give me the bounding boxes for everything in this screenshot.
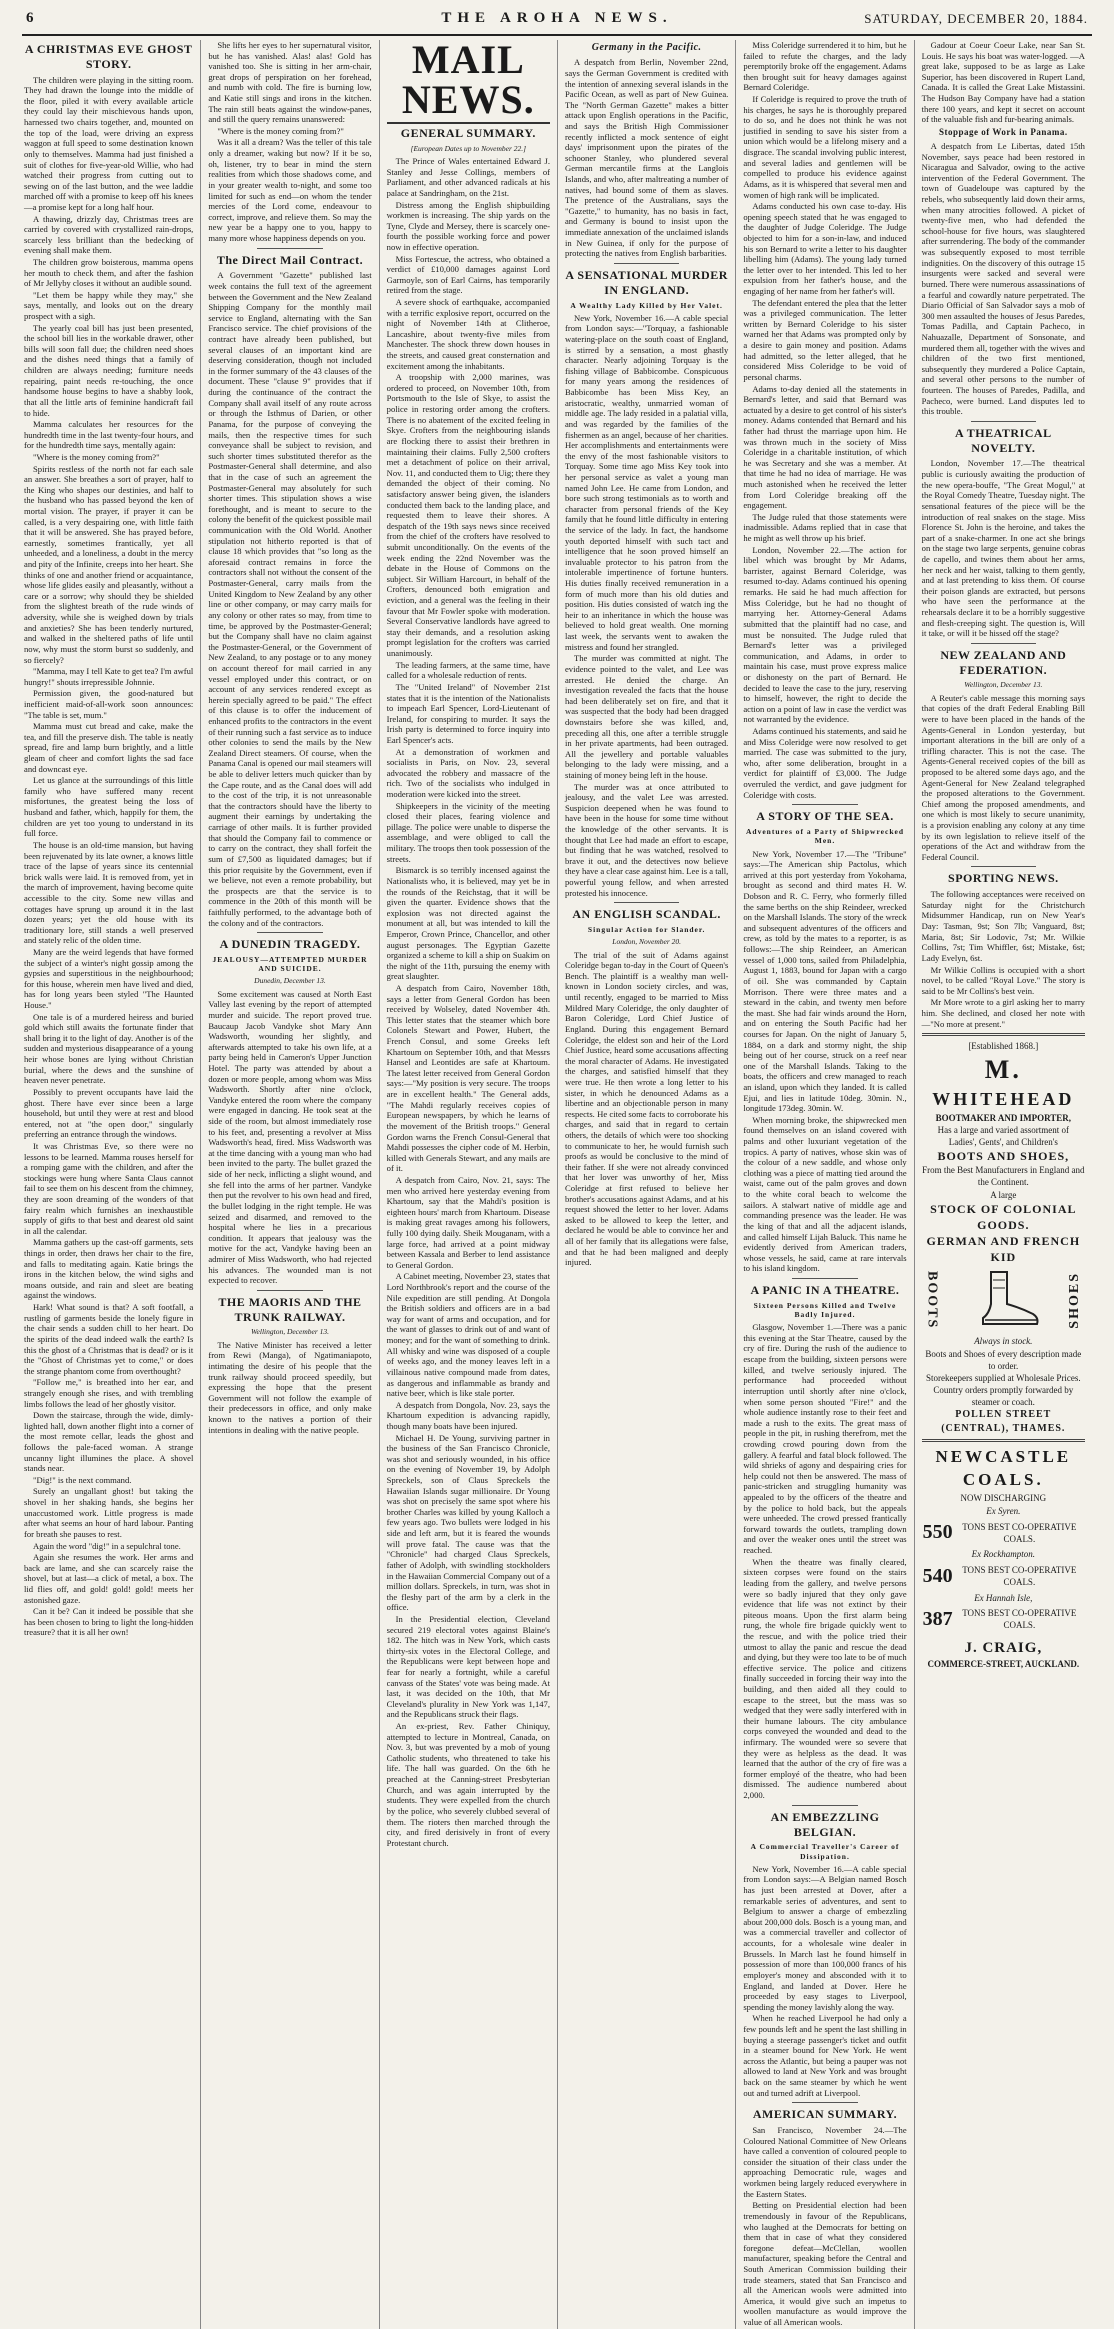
- divider: [971, 643, 1036, 644]
- paragraph: Adams continued his statements, and said he and Miss Coleridge were now resolved to get married. The case was submitted to the jury, who, after some deliberation, brought in a verdict for plaintiff of £3,000. The Judge overruled the verdict, and gave judgment for Coleridge with costs.: [743, 726, 907, 800]
- paragraph: The Native Minister has received a letter from Rewi (Manga), of Ngatimaniapoto, intimating the desire of his people that the trunk railway should proceed speedily, but expressing the hope that the present Government will not follow the example of their predecessors in office, and only make known to the natives a portion of their intentions in dealing with the native people.: [208, 1339, 372, 1435]
- paragraph: Distress among the English shipbuilding workmen is increasing. The ship yards on the Tyne, Clyde and Mersey, there is scarcely one-fourth the possible working force and power now in effective operation.: [386, 199, 550, 252]
- page-columns: [22, 37, 1092, 2327]
- coal-tons: 550: [922, 1521, 953, 1544]
- maoris-body: [208, 1340, 371, 1435]
- paragraph: A despatch from Dongola, Nov. 23, says the Khartoum expedition is advancing rapidly, though many boats have been injured.: [386, 1399, 550, 1431]
- paragraph: The house is an old-time mansion, but having been rejuvenated by its late owner, a knows little trace of the lapse of years since its centennial brick walls were laid. It is removed from, yet in the march of improvement, having become quite accessible to the city. Some new villas and cottages have sprung up around it in the last dozen years; yet the old house with its traditionary lore, still stands a well preserved and stately relic of the olden time.: [24, 839, 194, 946]
- ad-side-label: SHOES: [1067, 1272, 1083, 1329]
- panama-heading: Stoppage of Work in Panama.: [939, 126, 1068, 137]
- scandal-body: [565, 950, 728, 1268]
- mail-news-body: [387, 156, 550, 1848]
- column-5: [735, 40, 913, 2329]
- divider: [257, 932, 322, 933]
- american-summary-headline: AMERICAN SUMMARY.: [752, 2107, 898, 2122]
- masthead: [22, 8, 1092, 36]
- dunedin-subheadline: JEALOUSY—ATTEMPTED MURDER AND SUICIDE.: [212, 954, 368, 974]
- murder-body: [565, 313, 728, 899]
- column-1: [22, 40, 200, 2329]
- panic-body: [743, 1322, 906, 1800]
- paragraph: Again the word "dig!" in a sepulchral tone.: [33, 1540, 181, 1551]
- paragraph: "Where is the money coming from?": [33, 451, 160, 462]
- paragraph: San Francisco, November 24.—The Coloured National Committee of New Orleans have called a convention of coloured people to consider the situation of their class under the approaching Democratic rule, wages and workmen being largely reduced everywhere in the Eastern States.: [743, 2125, 907, 2199]
- coals-address: COMMERCE-STREET, AUCKLAND.: [927, 1659, 1080, 1670]
- paragraph: A severe shock of earthquake, accompanied with a terrific explosive report, occurred on the night of November 14th at Clitheroe, Lancashire, about twenty-five miles from Manchester. The shock threw down houses in the streets, and caused great consternation and excitement among the inhabitants.: [386, 296, 550, 371]
- paragraph: Mamma gathers up the cast-off garments, sets things in order, then draws her chair to the fire, and falls to meditating again. Katie brings the irons in the kitchen below, the wind sighs and moans outside, and rain and sleet are beating against the windows.: [24, 1237, 194, 1301]
- paragraph: Down the staircase, through the wide, dimly-lighted hall, down another flight into a corner of the most remote cellar, leads the ghost and follows the pale-faced woman. A strange uncanny light illumines the place. A shovel stands near.: [24, 1410, 194, 1474]
- divider: [922, 1439, 1085, 1442]
- paragraph: Adams conducted his own case to-day. His opening speech stated that he was engaged to the daughter of Judge Coleridge. The Judge objected to him for a son-in-law, and induced his son Bernard to write a letter to his daughter libelling him (Adams). The young lady turned the letter over to her intended. This led to her expulsion from her father's house, and the engaging of her name from her father's will.: [743, 201, 907, 297]
- paragraph: Mamma calculates her resources for the hundredth time in the last twenty-four hours, and for the hundredth time says, mentally again:: [24, 419, 194, 451]
- paragraph: Mr More wrote to a girl asking her to marry him. She declined, and closed her note with—"No more at present.": [921, 997, 1085, 1029]
- paragraph: At a demonstration of workmen and socialists in Paris, on Nov. 23, several advocated the robbery and massacre of the rich. Two of the socialists who indulged in moderation were kicked into the street.: [386, 746, 550, 800]
- newspaper-title: THE AROHA NEWS.: [441, 10, 673, 26]
- divider: [614, 263, 679, 264]
- paragraph: Gadour at Coeur Coeur Lake, near San St. Louis. He says his boat was water-logged. —A great lake, supposed to be as large as Lake Superior, has been discovered in Rupert Land, Canada. It is called the Great Lake Mistassini. The Hudson Bay Company have had a station there 100 years, and kept it secret on account of the valuable fish and fur-bearing animals.: [921, 40, 1085, 125]
- paragraph: One tale is of a murdered heiress and buried gold which still awaits the fortunate finder that shall bring it to the light of day. Another is of the sudden and mysterious disappearance of a young heir whose bones are lying without Christian burial, where the dews and the sunshine of heaven never penetrate.: [24, 1011, 194, 1086]
- federation-headline: NEW ZEALAND AND FEDERATION.: [940, 647, 1067, 677]
- sporting-body: [922, 889, 1085, 1029]
- paragraph: Michael H. De Young, surviving partner in the business of the San Francisco Chronicle, was shot and seriously wounded, in his office on the evening of November 19, by Adolph Spreckels, son of Claus Spreckels the Hawaiian Islands sugar millionaire. Dr Young was shot on precisely the same spot where his brother Charles was killed by young Kalloch a few years ago. Two bullets were lodged in his side and left arm, but it is feared the wounds will prove fatal. The cause was that the "Chronicle" had charged Claus Spreckels, father of Adolph, with swindling stockholders in the Hawaiian Commercial Company out of a million dollars. Spreckels, in turn, was shot in the fleshy part of the arm by a clerk in the office.: [386, 1432, 550, 1613]
- paragraph: London, November 22.—The action for libel which was brought by Mr Adams, barrister, against Bernard Coleridge, was resumed to-day. Adams continued his opening remarks. He said he had much affection for Miss Coleridge, but he had no thought of marrying her. Attorney-General Adams submitted that the plaintiff had no case, and must be nonsuited. The Judge ruled that Bernard's letter was a privileged communication, and Adams, in order to maintain his case, must prove express malice or dishonesty on the part of Bernard. He decided to leave the case to the jury, reserving to himself, however, the right to decide the action on a point of law in case the verdict was not warranted by the evidence.: [743, 544, 907, 725]
- paragraph: The children were playing in the sitting room. They had drawn the lounge into the middle of the floor, piled it with every available article they could lay their mischievous hands upon, harnessed two chairs together, and, mounted on the top of the load, were driving an express waggon at full speed to some destination known only to themselves. Mamma had just finished a suit of clothes for five-year-old Willie, who had watched their progress from cutting out to sewing on of the last button, and the wee laddie marched off with a promise to keep off his knees—a promise kept for a long half hour.: [24, 74, 194, 212]
- germany-pacific-body: [565, 57, 728, 259]
- coal-ship: Ex Hannah Isle,: [974, 1592, 1033, 1603]
- dunedin-body: [208, 989, 371, 1286]
- column-2: [200, 40, 378, 2329]
- paragraph: Let us glance at the surroundings of this little family who have suffered many recent misfortunes, the greatest being the loss of husband and father, which, happily for them, the children are yet too young to understand in its full force.: [24, 775, 194, 839]
- divider: [257, 248, 322, 249]
- murder-headline: A SENSATIONAL MURDER IN ENGLAND.: [565, 267, 728, 297]
- paragraph: Miss Fortescue, the actress, who obtained a verdict of £10,000 damages against Lord Garmoyle, son of Earl Cairns, has temporarily retired from the stage.: [386, 253, 550, 296]
- scandal-subheadline: Singular Action for Slander.: [587, 925, 706, 935]
- paragraph: Glasgow, November 1.—There was a panic this evening at the Star Theatre, caused by the cry of fire. During the rush of the audience to escape from the building, sixteen persons were killed, and twelve seriously injured. The performance had proceeded without interruption until shortly after nine o'clock, when some person shouted "Fire!" and the whole audience instantly rose to their feet and made a rush to the exits. The great mass of people in the pit, in rushing therefrom, met the crowding crowd pouring down from the gallery. A fearful and fatal block followed. The wild shrieks of agony and despairing cries for help could not then be answered. The mass of panic-stricken and struggling humanity was appealed to by the officers of the theatre and by the police to hold back, but the appeals were unheeded. The crowd pressed frantically forward towards the outlets, trampling down and over the weaker ones until the street was reached.: [743, 1322, 907, 1556]
- ad-line: From the Best Manufacturers in England and the Continent.: [922, 1165, 1085, 1188]
- general-summary-headline: GENERAL SUMMARY.: [400, 126, 536, 140]
- paragraph: A troopship with 2,000 marines, was ordered to proceed, on November 10th, from Portsmouth to the Isle of Skye, to assist the police in restoring order among the crofters. There is no abatement of the excited feeling in Skye. Crofters from the neighbouring islands are flocking there to assist their brethren in maintaining their claims. Fully 2,500 crofters met a detachment of police on their arrival, Nov. 11, and conducted them to Uig; there they demanded the object of their coming. No satisfactory answer being given, the islanders conducted them back to the landing place, and requested them to leave their shores. A despatch of the 19th says news since received from the chief of the crofters have resolved to submit unconditionally. On the events of the week ending the 22nd November was the debate in the House of Commons on the subject. Sir William Harcourt, in behalf of the Crofters, denounced both emigration and eviction, and a general was the feeling in their favour that Mr Fowler spoke with moderation. Several Conservative landlords have agreed to stay their demands, and a resolution asking prompt legislation for the crofters was carried unanimously.: [386, 372, 550, 659]
- paragraph: In the Presidential election, Cleveland secured 219 electoral votes against Blaine's 182. The hitch was in New York, which casts thirty-six votes in the Electoral College, and the Republicans were kept between hope and fear for nearly a fortnight, while a careful canvass of the States' vote was being made. At last, it was decided on the 10th, that Mr Cleveland's plurality in New York was 1,147, and the Republicans struck their flags.: [386, 1613, 550, 1720]
- paragraph: "Where is the money coming from?": [217, 125, 344, 136]
- paragraph: The trial of the suit of Adams against Coleridge began to-day in the Court of Queen's Bench. The plaintiff is a wealthy man well-known in London society circles, and was, until recently, engaged to be married to Miss Mildred Mary Coleridge, the only daughter of Baron Coleridge, Lord Chief Justice of England. During this engagement Bernard Coleridge, the eldest son and heir of the Lord Chief Justice, heard some accusations affecting the moral character of Adams. He investigated the charges, and satisfied himself that they were true. He then wrote a long letter to his sister, in which he denounced Adams as a libertine and an objectionable person in many respects. He cited some facts to corroborate his charges, and said that in regard to certain others, the details of which were too shocking to communicate to her, he would furnish such proofs as would be conclusive to the mind of their father. If she were not already convinced that her lover was unworthy of her, Miss Coleridge at first refused to believe her brother's accusations against Adams, and at his request showed the letter to her lover. Adams asked to be allowed to keep the letter, and declared he would be able to convince her and all of her family that its allegations were false, and that he had been maligned and deeply injured.: [564, 949, 729, 1268]
- paragraph: When he reached Liverpool he had only a few pounds left and he spent the last shilling in buying a steerage passenger's ticket and outfit in a steamer bound for New York. He went across the Atlantic, but being a pauper was not allowed to land at New York and was brought back on the same steamer by which he went out and turned adrift at Liverpool.: [743, 2013, 907, 2098]
- paragraph: Mamma must cut bread and cake, make the tea, and fill the preserve dish. The table is neatly spread, fire and lamp burn brightly, and a little gleam of cheer and comfort lights the sad face and downcast eye.: [24, 721, 194, 774]
- panama-body: [922, 141, 1085, 417]
- mail-news-headline: MAIL NEWS.: [387, 40, 550, 124]
- paragraph: Surely an ungallant ghost! but taking the shovel in her shaking hands, she begins her unaccustomed work. Little progress is made after what seems an hour of hard labour. Panting for breath she pauses to rest.: [24, 1486, 194, 1539]
- coal-tons: 540: [922, 1564, 953, 1587]
- ad-side-label: BOOTS: [924, 1271, 940, 1330]
- paragraph: A despatch from Cairo, November 18th, says a letter from General Gordon has been received by Wolseley, dated November 4th. This letter states that the steamer which bore Colonels Stewart and Power, Hubert, the French Consul, and some Greeks left Khartoum on September 10th, and that Messrs Hansel and Leontides are safe at Khartoum. The latest letter received from General Gordon says:—"My position is very secure. The troops are in excellent health." The General adds, "The Mahdi regularly receives copies of European newspapers, by which he learns of the movement of the British troops." General Gordon warns the French Consul-General that Mahdi possesses the cipher code of M. Herbin, killed with Generals Stewart, and any mails are of it.: [386, 982, 550, 1174]
- ghost-story-headline: A CHRISTMAS EVE GHOST STORY.: [24, 42, 193, 71]
- paragraph: When morning broke, the shipwrecked men found themselves on an island covered with palms and other luxuriant vegetation of the tropics. A party of natives, whose skin was of the colour of a new saddle, and whose only clothing was a piece of matting tied around the waist, came out of the palm groves and down to the white coral beach to welcome the sailors. A stalwart native of middle age and commanding presence was the leader. He was the king of that and all the adjacent islands, and called himself Lijah Baluck. This name he evidently derived from American traders, whose vessels, he said, came at rare intervals to his island kingdom.: [743, 1114, 907, 1274]
- ad-established: [Established 1868.]: [968, 1041, 1039, 1052]
- ad-line: Storekeepers supplied at Wholesale Prices.: [926, 1372, 1081, 1383]
- panic-headline: A PANIC IN A THEATRE.: [750, 1282, 900, 1297]
- divider: [971, 421, 1036, 422]
- paragraph: "Let them be happy while they may," she says, mentally, and looks out on the dreary prospect with a sigh.: [24, 289, 194, 322]
- coal-description: TONS BEST CO-OPERATIVE COALS.: [962, 1521, 1077, 1544]
- ad-line: A large: [990, 1189, 1017, 1200]
- ad-address: POLLEN STREET (CENTRAL), THAMES.: [941, 1409, 1066, 1434]
- paragraph: Adams to-day denied all the statements in Bernard's letter, and said that Bernard was actuated by a desire to get control of his sister's money. Adams contended that Bernard and his father had thrust the marriage upon him. He was thrown much in the society of Miss Coleridge in a charitable institution, of which he was Secretary and she was a member. At that time he had no idea of marriage. He was much astonished when he received the letter from Lord Coleridge breaking off the engagement.: [743, 383, 907, 511]
- paragraph: "Follow me," is breathed into her ear, and strangely enough she rises, and with trembling limbs follows the lead of her ghostly visitor.: [24, 1377, 194, 1409]
- coals-now-discharging: NOW DISCHARGING: [960, 1493, 1047, 1504]
- divider: [792, 1278, 857, 1279]
- scandal-continued: [743, 40, 906, 800]
- paragraph: Can it be? Can it indeed be possible that she has been chosen to bring to light the long-hidden treasure? that it is all her own!: [24, 1606, 194, 1638]
- divider: [257, 1290, 322, 1291]
- divider: [922, 1033, 1085, 1036]
- coal-description: TONS BEST CO-OPERATIVE COALS.: [962, 1608, 1077, 1631]
- ghost-story-continued: [208, 40, 371, 244]
- column-6: [914, 40, 1092, 2329]
- theatrical-headline: A THEATRICAL NOVELTY.: [955, 425, 1052, 455]
- paragraph: Possibly to prevent occupants have laid the ghost. There have ever since been a large household, but until they were at rest and blood entered, not at "the open door," singularly preferring an entrance through the windows.: [24, 1086, 194, 1140]
- scandal-headline: AN ENGLISH SCANDAL.: [572, 907, 721, 922]
- boots-shoes-illustration: [922, 1265, 1085, 1335]
- ad-line: Country orders promptly forwarded by steamer or coach.: [933, 1385, 1074, 1408]
- scandal-dateline: London, November 20.: [612, 937, 682, 947]
- column-4: [557, 40, 735, 2329]
- ad-line: GERMAN AND FRENCH KID: [926, 1234, 1081, 1265]
- paragraph: A Reuter's cable message this morning says that copies of the draft Federal Enabling Bill were to have been placed in the hands of the Agents-General in London yesterday, but important alterations in the bill are only of a trifling character. This is not the case. The Agents-General received copies of the bill as proposed to be altered some days ago, and the Agent-General for New Zealand telegraphed the proposed alterations to the Government. Chief among the proposed amendments, and one which is most likely to secure unanimity, is a provision enabling any colony at any time by its own legislation to relieve itself of the operations of the Act and withdraw from the Federal Council.: [921, 692, 1085, 862]
- paragraph: A despatch from Berlin, November 22nd, says the German Government is credited with the intention of annexing several islands in the Pacific Ocean, as well as part of New Guinea. The "North German Gazette" makes a bitter attack upon English operations in the Pacific, and says the British High Commissioner recently inflicted a mock sentence of eight days' imprisonment upon the pirates of the schooner Stanley, who plundered several German mercantile firms at the Langlois Islands, and who, after maltreating a number of natives, had bound some of them as slaves. The pretence of the Australians, says the "Gazette," to humanity, has no basis in fact, and Germany is bound to insist upon the immediate annexation of the unclaimed islands in New Guinea, if only for the purpose of protecting the natives from English barbarities.: [564, 57, 729, 259]
- misc-news-body: [922, 40, 1085, 125]
- ad-line: BOOTS AND SHOES,: [937, 1149, 1070, 1164]
- mail-news-dateline: [European Dates up to November 22.]: [410, 143, 527, 153]
- coal-ship: Ex Rockhampton.: [971, 1549, 1036, 1560]
- ghost-story-body: [24, 75, 193, 1638]
- ad-line: Boots and Shoes of every description made to order.: [925, 1348, 1082, 1371]
- divider: [792, 2102, 857, 2103]
- federation-dateline: Wellington, December 13.: [964, 680, 1043, 690]
- paragraph: New York, November 17.—The "Tribune" says:—The American ship Pactolus, which arrived at this port yesterday from Yokohama, brought as second and third mates H. W. Dobson and R. C. Ferry, who formerly filled the same berths on the ship Reindeer, wrecked on the Marshall Islands. The story of the wreck and subsequent adventures of the officers and crew, as told by the mates to a reporter, is as follows:—The ship Reindeer, an American vessel of 1,000 tons, sailed from Philadelphia, August 1, 1883, bound for Japan with a cargo of oil. She was commanded by Captain Morrison. There were three mates and a steward in the cabin, and twenty men before the mast. She had fair winds around the Horn, and on entering the South Pacific had her courses for Japan. On the night of January 5, 1884, on a dark and stormy night, the ship being out of her course, struck on a reef near one of the Marshall Islands. Taking to the boats, the officers and crew managed to reach an island, upon which they landed. It is called Ejui, and lies in latitude 10deg. 30min. N., longitude 173deg. 30min. W.: [743, 848, 907, 1114]
- paragraph: "Dig!" is the next command.: [33, 1474, 132, 1485]
- paragraph: A thawing, drizzly day, Christmas trees are carried by covered with crystallized rain-drops, scarcely less brilliant than the bedecking of evening shall make them.: [24, 213, 194, 256]
- ad-name: WHITEHEAD: [932, 1089, 1075, 1110]
- paragraph: The yearly coal bill has just been presented, the school bill lies in the workable drawer, other bills will soon fall due; the children need shoes and the dishes need things that a family of children are always needing; furniture needs repairing, paint needs re-touching, the once handsome house begins to have a shabby look, that all the little arts of feminine handicraft fail to hide.: [24, 322, 194, 418]
- paragraph: London, November 17.—The theatrical public is curiously awaiting the production of the new opera-bouffe, "The Great Mogul," at the Royal Comedy Theatre, Tuesday night. The sensational features of the piece will be the introduction of real snakes on the stage. Miss Florence St. John is the heroine, and takes the part of a snake-charmer. In one act she brings on the stage two large serpents, genuine cobras de capello, and twines them about her arms, her neck and her waist, talking to them gently, and at last pretending to kiss them. Of course their poison glands are extracted, but persons who have seen the performance at the rehearsals declare it to be a horribly suggestive and flesh-creeping sight. The question is, Will it take, or will it be hissed off the stage?: [921, 458, 1085, 639]
- american-summary-body: [743, 2125, 906, 2328]
- federation-body: [922, 693, 1085, 863]
- paragraph: A despatch from Cairo, Nov. 21, says: The men who arrived here yesterday evening from Khartoum, say that the Mahdi's position is eighteen hours' march from Khartoum. Disease is making great ravages among his followers, fully 100 dying daily. Sheik Mouganam, with a large force, had arrived at a point midway between Kassala and Berber to lend assistance to General Gordon.: [386, 1174, 550, 1270]
- paragraph: The murder was at once attributed to jealousy, and the valet Lee was arrested. Suspicion deepened when he was found to have been in the house for some time without the knowledge of the other servants. It is thought that Lee had made an effort to escape, but finding that he was watched, resolved to brave it out, and the detectives now believe they have a clear case against him. Lee is a tall, powerful young fellow, and when arrested protested his innocence.: [564, 781, 729, 898]
- paragraph: A Cabinet meeting, November 23, states that Lord Northbrook's report and the course of the Nile expedition are still pending. At Dongola the British soldiers and officers are in a bad way for want of arms and occupation, and for the want of glasses to drink out of and want of money; and for the want of something to drink. All whisky and wine was disposed of a couple of weeks ago, and the money leaves left in a villainous native compound made from dates, as dangerous and inflammable as brandy and native beer, which is like stale porter.: [386, 1271, 550, 1399]
- mail-contract-body: [208, 270, 371, 928]
- coals-seller: J. CRAIG,: [964, 1639, 1043, 1656]
- paragraph: New York, November 16.—A cable special from London says:—"Torquay, a fashionable watering-place on the south coast of England, is stirred by a sensation, a most ghastly character. Nearly adjoining Torquay is the fishing village of Babbicombe. Conspicuous for many years among the residences of Babbicombe has been Miss Key, an aristocratic, wealthy, unmarried woman of middle age. The lady resided in a palatial villa, and was regarded by the families of the fishermen as an angel, because of her charities. Her accomplishments and entertainments were the envy of the most fashionable visitors to Torquay. Some time ago Miss Key took into her personal service as valet a young man named John Lee. He came from London, and bore such strong testimonials as to worth and character from personal friends of the Key family that he found little difficulty in entering the service of the lady. In fact, the handsome youth deported himself with such tact and intelligence that he soon proved himself an invaluable protector to his patron from the intolerable impertinence of fortune hunters. His duties finally received remuneration in a form of much more than his old duties and position. His duties consisted of watch ing the heir to an inheritance in which the house was believed to hold great wealth. One morning last week, the servants went to awaken the mistress and found her strangled.: [564, 312, 729, 652]
- paragraph: If Coleridge is required to prove the truth of his charges, he says he is thoroughly prepared to do so, and he does not think he was not justified in sending to save his sister from a union which would be a lifelong misery and a disgrace. The scandal involving public interest, and several ladies and gentlemen will be compelled to produce his evidence against Adams, as it is whispered that several men and women of high rank will be implicated.: [743, 94, 907, 200]
- paragraph: Was it all a dream? Was the teller of this tale only a dreamer, waking but now? If it be so, oh, listener, try to bear in mind the stern realities from which those shadows come, and in your greater wealth to-night, and some too limited for such as end—on whom the tender mercies of the Lord come, endeavour to correct, improve, and relieve them. So may the new year be a happy one to you, happy to many more whose happiness depends on you.: [208, 137, 372, 243]
- sea-story-subheadline: Adventures of a Party of Shipwrecked Men.: [745, 827, 904, 846]
- embezzler-headline: AN EMBEZZLING BELGIAN.: [770, 1809, 880, 1839]
- paragraph: The murder was committed at night. The evidence pointed to the valet, and Lee was arrested. He denied the charge. An investigation revealed the facts that the house had been deliberately set on fire, and that it was suspected that the body had been dragged downstairs before she was killed, and, preceding all this, one after a terrible struggle in her private apartments, had been outraged. All the jewellery and portable valuables belonging to the lady were missing, and a staining of money being left in the house.: [564, 653, 729, 780]
- ad-trade: BOOTMAKER AND IMPORTER,: [935, 1112, 1072, 1123]
- paragraph: Spirits restless of the north not far each sale an answer. She breathes a sort of prayer, half to the King who shapes our destinies, and half to the husband who has passed beyond the ken of mortal vision. The prayer, if prayer it can be called, is a very despairing one, with little faith that it will be answered. She has prayed before, earnestly, sometimes frantically, yet all unheeded, and a loneliness, a doubt in the mercy and pity of the Infinite, creeps into her heart. She thinks of one and another friend or acquaintance, whose life glides easily and pleasantly, without a care or a sorrow; why should they be shielded from the slightest breath of the rude winds of adversity, while she is weighed down by trials and anxieties? She has been tenderly nurtured, and walked in the sheltered paths of life until now, why must the storm burst so suddenly, and so fiercely?: [24, 463, 194, 665]
- coals-title: NEWCASTLE COALS.: [935, 1447, 1072, 1490]
- paragraph: Permission given, the good-natured but inefficient maid-of-all-work soon announces: "The table is set, mum.": [24, 688, 194, 720]
- paragraph: Bismarck is so terribly incensed against the Nationalists who, it is believed, may yet be in the rounds of the Reichstag, that it will be given the quarter. Evidence shows that the explosion was not directed against the monument at all, but was intended to kill the Emperor, Crown Prince, Chancellor, and other august personages. The Egyptian Gazette organized a scheme to kill a ship on Suakim on the night of the 11th, pursuing the enemy with great slaughter.: [386, 865, 550, 982]
- paragraph: Betting on Presidential election had been tremendously in favour of the Republicans, who laughed at the Democrats for betting on them that in case of what they considered foregone defeat—McClellan, woollen manufacturer, speaking before the Central and South American Commission building their trade steamers, stated that San Francisco and all the American wools were admitted into America, it would give such an impetus to woollen manufacture as would improve the value of all American wools.: [743, 2200, 907, 2327]
- ad-line: STOCK OF COLONIAL GOODS.: [930, 1201, 1077, 1232]
- panic-subheadline: Sixteen Persons Killed and Twelve Badly Injured.: [753, 1300, 897, 1320]
- divider: [792, 1805, 857, 1806]
- paragraph: Shipkeepers in the vicinity of the meeting closed their places, fearing violence and pillage. The police were unable to disperse the assemblage, and were obliged to call the military. The troops then took possession of the streets.: [386, 800, 550, 864]
- coal-ship: Ex Syren.: [986, 1506, 1021, 1517]
- coal-description: TONS BEST CO-OPERATIVE COALS.: [962, 1564, 1077, 1588]
- dunedin-dateline: Dunedin, December 13.: [254, 976, 326, 986]
- column-3: [379, 37, 557, 2329]
- sea-story-body: [743, 849, 906, 1274]
- mail-contract-headline: The Direct Mail Contract.: [216, 252, 364, 267]
- dunedin-headline: A DUNEDIN TRAGEDY.: [219, 937, 361, 952]
- paragraph: A Government "Gazette" published last week contains the full text of the agreement between the Government and the New Zealand Shipping Company for the monthly mail service to England, alternating with the San Francisco service. The chief provisions of the contract have already been published, but several clauses of an important kind are deserving consideration, though not included in the former summary of the 43 clauses of the document. These "clause 9" provides that if during the continuance of the contract the Company shall avail itself of any route across or through the Isthmus of Darien, or other Panama, for the purpose of conveying the mails, then the respective times for such conveyance shall be subject to revision, and such shorter times substituted therefor as the Postmaster-General shall determine, and also that in the case of such an agreement the Postmaster-General may absolutely for such shorter times. This stipulation shows a wise forethought, and is meant to secure to the colony the benefit of the quickest possible mail communication with the Old World. Another stipulation not hitherto reported is that of clause 18 which provides that "so long as the aforesaid contract remains in force the contractors shall not without the consent of the Postmaster-General, carry mails from the United Kingdom to New Zealand by any other line or other company, or may carry mails for any colony or other rates so may, from time to time, be approved by the Postmaster-General; but the Company shall have no claim against the Postmaster-General, or the Government of New Zealand, to any postage or to any money on account thereof for mail carried in any vessel employed under this contract, or on account of any services rendered except as herein specially agreed to be paid." The effect of this clause is to offer the inducement of enhanced profits to the contractors in the event of their running such a fast service as to induce other colonies to send the mails by the New Zealand Direct steamers. Of course, when the Panama Canal is opened our mail steamers will be able to deliver letters much quicker than by the Cape route, and as the Canal does will add to the cost of the trip, it is not unreasonable that the contractors should have the liberty to augment their earnings by undertaking the carriage of other mails. It is further provided that should the Company fail to commence or to carry on the contract, they shall forfeit the sum of £7,500 as liquidated damages; but if this prior requisite by the Government, even if we believe, not even a remote probability, but the prospects are that the service is to commence in the 20th of this month will be faithfully performed, to the advantage both of the colony and of the contractors.: [208, 270, 372, 928]
- paragraph: New York, November 16.—A cable special from London says:—A Belgian named Bosch has just been arrested at Dover, after a remarkable series of adventures, and sent to Belgium to answer a charge of embezzling about 200,000 dols. Bosch is a young man, and was a commercial traveller and collector of accounts, for a wholesale wine dealer in Brussels. In March last he found himself in possession of more than 100,000 francs of his employer's money and absconded with it to England, and landed at Dover. Here he proceeded by easy stages to Liverpool, spending the money lavishly along the way.: [743, 1863, 907, 2012]
- divider: [614, 902, 679, 903]
- newcastle-coals-advertisement: [922, 1446, 1085, 1670]
- ad-line: Always in stock.: [974, 1336, 1033, 1347]
- paragraph: Some excitement was caused at North East Valley last evening by the report of attempted murder and suicide. The report proved true. Baucaup Jacob Vandyke shot Mary Ann Wadsworth, wounding her slightly, and afterwards attempted to take his own life, at a party being held in Cameron's Upper Junction Hotel. The party was attended by about a dozen or more people, among whom was Miss Wadsworth. Shortly after nine o'clock, Vandyke entered the room where the company were engaged in dancing. He took seat at the side of the room, but almost immediately rose to his feet, and, presenting a revolver at Miss Wadsworth's head, fired. Miss Wadsworth was at the time dancing with a young man who had been invited to the party. The bullet grazed the side of her neck, inflicting a slight wound, and she fell into the arms of her partner. Vandyke then put the revolver to his own head and fired, the bullet lodging in the right temple. He was seized and disarmed, and removed to the hospital where he lies in a precarious condition. It appears that jealousy was the motive for the act, Vandyke having been an admirer of Miss Wadsworth, who had rejected his advances. The wounded man is not expected to recover.: [208, 988, 372, 1286]
- paragraph: A despatch from Le Libertas, dated 15th November, says peace had been restored in Nicaragua and Salvador, owing to the active intervention of the Federal Government. The town of Guadeloupe was captured by the rebels, who subsequently laid down their arms, when many atrocities followed. A picket of twenty-five men, who had defended the school-house for five hours, was slaughtered after surrendering. The body of the commander was subsequently exposed to most terrible indignities. On the discovery of this outrage 15 insurgents were sacked and several were burned. There were numerous assassinations of a fearful and cowardly nature perpetrated. The Diario Official of San Salvador says a mob of 300 men assaulted the houses of Jesus Paredes, Tomas Padilla, and Captain Pacheco, in Nahuazalle, Department of Sonsonate, and murdered them all, together with the wives and children of the two first mentioned, subsequently they murdered a Police Captain, and several other persons to the number of fourteen. The houses of Paredes, Padilla, and Pacheco, were burned. Land disputes led to this trouble.: [921, 140, 1085, 417]
- divider: [792, 804, 857, 805]
- issue-date: SATURDAY, DECEMBER 20, 1884.: [864, 11, 1088, 26]
- paragraph: The following acceptances were received on Saturday night for the Christchurch Midsummer Handicap, run on New Year's Day: Tasman, 9st; Son 7lb; Vanguard, 8st; Maria, 8st; Sir Lodovic, 7st; Mr. Wilkie Collins, 7st; Tim Whiffler, 6st; Mistake, 6st; Lady Evelyn, 6st.: [921, 889, 1085, 963]
- paragraph: When the theatre was finally cleared, sixteen corpses were found on the stairs leading from the gallery, and twelve persons were so badly injured that they only gave evidence that life was not extinct by their piteous moans. Upon the first alarm being rung, the whole fire brigade quickly went to the rescue, and with the police tried their utmost to allay the panic and rescue the dead and dying, but they were too late to be of much effective service. The police and citizens finally succeeded in forcing their way into the building, and then aided all they could to escape to the street, but the mass was so wedged that they were sadly interfered with in their humane labours. The city ambulance corps conveyed the wounded and dead to the infirmary. The wounded were so severe that they were as helpless as the dead. It was learned that the author of the cry of fire was a former employé of the theatre, who had been dismissed. The audience numbered about 2,000.: [743, 1556, 907, 1801]
- sea-story-headline: A STORY OF THE SEA.: [756, 809, 894, 824]
- whitehead-advertisement: [922, 1040, 1085, 1435]
- maoris-headline: THE MAORIS AND THE TRUNK RAILWAY.: [218, 1294, 362, 1324]
- ad-name-initial: M.: [984, 1055, 1022, 1085]
- germany-pacific-heading: Germany in the Pacific.: [591, 42, 702, 53]
- paragraph: The defendant entered the plea that the letter was a privileged communication. The letter written by Bernard Coleridge to his sister warned her that Adams was prompted only by a desire to gain money and position. Adams had admitted, so the letter alleged, that he considered Miss Coleridge to be void of personal charms.: [743, 297, 907, 382]
- paragraph: The children grow boisterous, mamma opens her mouth to check them, and after the fashion of Mr Jellyby closes it without an audible sound.: [24, 256, 194, 289]
- paragraph: "Mamma, may I tell Kate to get tea? I'm awful hungry!" shouts irrepressible Johnnie.: [24, 666, 194, 687]
- page-number: 6: [26, 10, 35, 26]
- coal-tons: 387: [922, 1607, 953, 1630]
- embezzler-subheadline: A Commercial Traveller's Career of Dissipation.: [750, 1842, 900, 1861]
- ad-line: Has a large and varied assortment of: [937, 1124, 1069, 1135]
- paragraph: It was Christmas Eve, so there were no lessons to be learned. Mamma rouses herself for a romping game with the children, and after the stockings were hung where Santa Claus cannot fail to see them on his descent from the chimney, they are soon dreaming of the wonders of that fairy realm which furnishes an inexhaustible supply of gifts to that best and dearest old saint in all the calendar.: [24, 1140, 194, 1236]
- boot-icon: [963, 1268, 1043, 1332]
- paragraph: Again she resumes the work. Her arms and back are lame, and she can scarcely raise the shovel, but at last—a click of metal, a box. The lid flies off, and gold! gold! gold! meets her astonished gaze.: [24, 1552, 194, 1605]
- sporting-headline: SPORTING NEWS.: [948, 871, 1059, 886]
- paragraph: The leading farmers, at the same time, have called for a wholesale reduction of rents.: [386, 659, 550, 681]
- paragraph: Mr Wilkie Collins is occupied with a short novel, to be called "Royal Love." The story is said to be Mr Collins's best vein.: [921, 964, 1085, 996]
- murder-subheadline: A Wealthy Lady Killed by Her Valet.: [570, 300, 723, 310]
- divider: [971, 866, 1036, 867]
- paragraph: Miss Coleridge surrendered it to him, but he failed to refute the charges, and the lady peremptorily broke off the engagement. Adams then brought suit for heavy damages against Bernard Coleridge.: [743, 40, 907, 93]
- paragraph: She lifts her eyes to her supernatural visitor, but he has vanished. Alas! alas! Gold has vanished too. She is sitting in her arm-chair, great drops of perspiration on her forehead, and numb with cold. The fire is burning low, and Katie still sings and irons in the kitchen. The rain still beats against the window-panes, and still the query remains unanswered:: [208, 40, 372, 125]
- paragraph: The "United Ireland" of November 21st states that it is the intention of the Nationalists to impeach Earl Spencer, Lord-Lieutenant of Ireland, for conspiring to murder. It says the Irish party is determined to force inquiry into Earl Spencer's acts.: [386, 681, 550, 745]
- theatrical-body: [922, 458, 1085, 638]
- paragraph: Hark! What sound is that? A soft footfall, a rustling of garments beside the lonely figure in the chair sends a sudden chill to her heart. Do the spirits of the dead indeed walk the earth? Is this the ghost of a Christmas that is dead? or is it the "Ghost of Christmas yet to come," or does the strange phantom come from overthought?: [24, 1302, 194, 1376]
- paragraph: The Prince of Wales entertained Edward J. Stanley and Jesse Collings, members of Parliament, and other advanced radicals at his palace at Sandringham, on the 21st.: [386, 156, 550, 198]
- coals-table: [922, 1504, 1085, 1633]
- paragraph: An ex-priest, Rev. Father Chiniquy, attempted to lecture in Montreal, Canada, on Nov. 3, but was prevented by a mob of young Catholic students, who threatened to take his life. The hall was guarded. On the 6th he preached at the Canning-street Presbyterian Church, and was again interrupted by the students. They were expelled from the church by the police, who severely clubbed several of them. The rioters then marched through the city, and fired derisively in front of every Protestant church.: [386, 1721, 550, 1848]
- paragraph: The Judge ruled that those statements were inadmissible. Adams replied that in case that he might as well throw up his brief.: [743, 511, 907, 544]
- embezzler-body: [743, 1864, 906, 2098]
- paragraph: Many are the weird legends that have formed the subject of a winter's night gossip among the gypsies and superstitious in the neighbourhood; for this house, wherein men have lived and died, has for long years been styled "The Haunted House.": [24, 946, 194, 1011]
- maoris-dateline: Wellington, December 13.: [250, 1327, 330, 1337]
- ad-line: Ladies', Gents', and Children's: [948, 1136, 1058, 1147]
